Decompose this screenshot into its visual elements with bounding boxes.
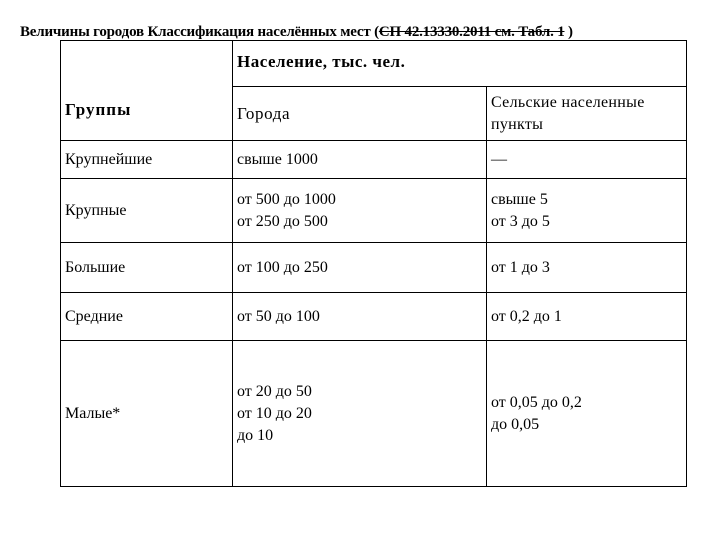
cities-value: от 20 до 50 [237,382,312,400]
cities-cell [233,141,487,179]
cities-value: от 500 до 1000 [237,190,336,208]
cities-value: от 50 до 100 [237,307,320,325]
rural-value: от 0,2 до 1 [491,307,562,325]
cities-value: от 100 до 250 [237,258,328,276]
title-suffix: ) [564,24,573,40]
rural-value: от 3 до 5 [491,212,550,230]
rural-value: свыше 5 [491,190,548,208]
group-cell: Крупные [61,179,233,243]
page-title [20,24,573,41]
rural-cell [487,141,687,179]
table-row [61,341,687,487]
table-row [61,179,687,243]
cities-value: от 10 до 20 [237,404,312,422]
group-cell: Крупнейшие [61,141,233,179]
group-cell: Средние [61,293,233,341]
classification-table [60,40,687,487]
cities-cell [233,243,487,293]
title-prefix: Величины городов Классификация населённых мест ( [20,24,379,40]
table-row [61,243,687,293]
cities-cell [233,179,487,243]
cities-cell [233,293,487,341]
rural-cell [487,293,687,341]
cities-value: свыше 1000 [237,150,318,168]
cities-cell [233,341,487,487]
rural-value: до 0,05 [491,415,540,433]
rural-value: от 1 до 3 [491,258,550,276]
cities-value: от 250 до 500 [237,212,328,230]
table-row [61,141,687,179]
header-row-1 [61,41,687,87]
cities-value: до 10 [237,426,274,444]
rural-value: от 0,05 до 0,2 [491,393,582,411]
table-row [61,293,687,341]
header-cities: Города [233,87,487,141]
rural-cell [487,243,687,293]
group-cell: Малые* [61,341,233,487]
header-population: Население, тыс. чел. [233,41,687,87]
header-groups: Группы [61,41,233,141]
group-cell: Большие [61,243,233,293]
rural-value: — [491,150,507,168]
rural-cell [487,341,687,487]
title-source: СП 42.13330.2011 см. Табл. 1 [378,24,565,40]
rural-cell [487,179,687,243]
header-rural: Сельские населенные пункты [487,87,687,141]
